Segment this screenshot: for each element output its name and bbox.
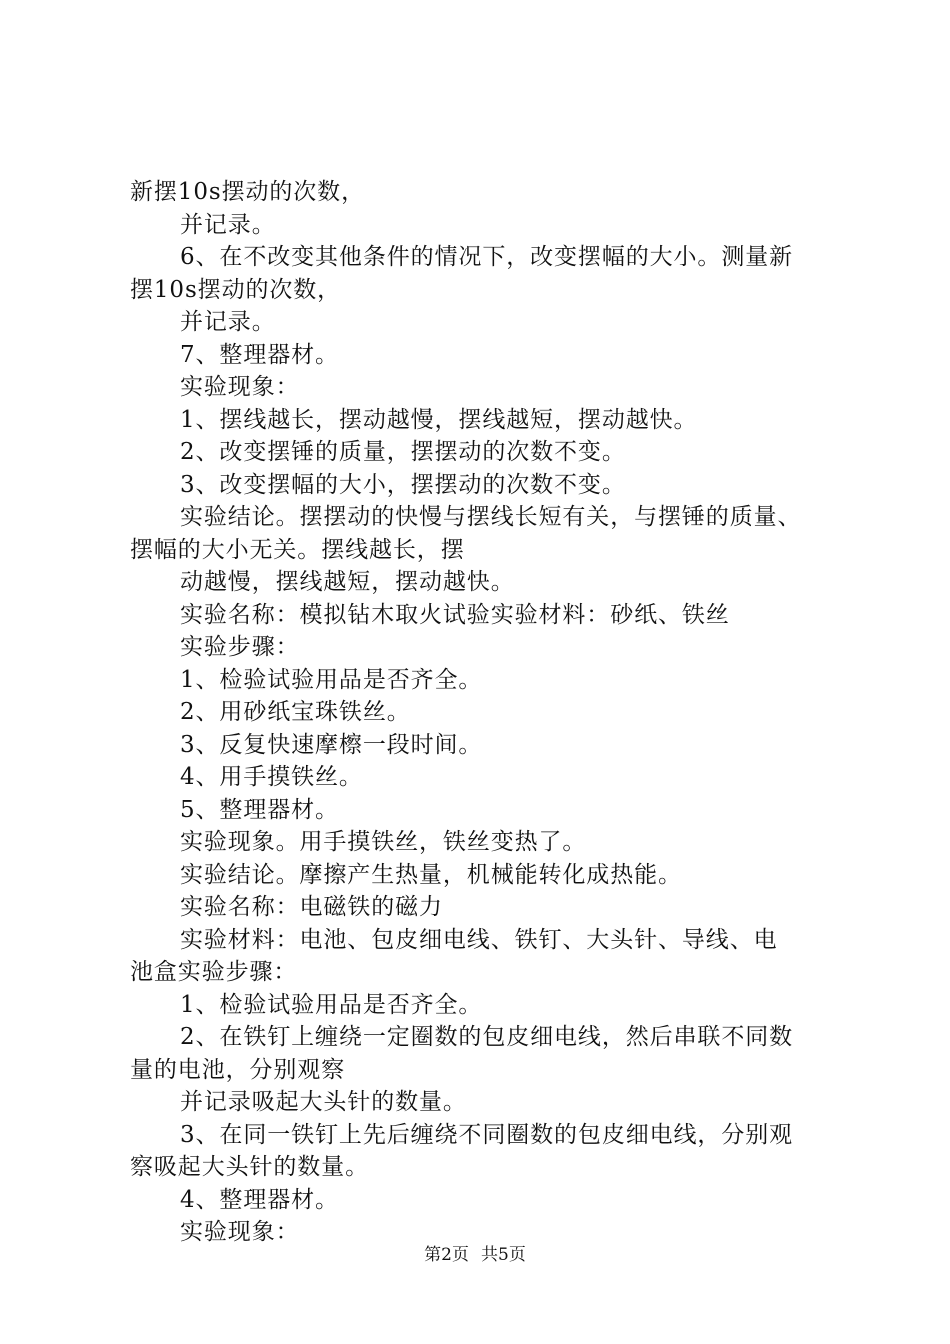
page-footer <box>0 1244 950 1266</box>
text-line: 2、用砂纸宝珠铁丝。 <box>180 699 411 725</box>
text-line: 实验结论。摆摆动的快慢与摆线长短有关，与摆锤的质量、 <box>180 504 802 530</box>
text-line: 并记录。 <box>180 309 276 335</box>
document-body <box>130 176 850 1249</box>
text-line: 动越慢，摆线越短，摆动越快。 <box>180 569 515 595</box>
text-line: 2、改变摆锤的质量，摆摆动的次数不变。 <box>180 439 626 465</box>
text-line: 量的电池，分别观察 <box>130 1056 346 1083</box>
text-line: 3、改变摆幅的大小，摆摆动的次数不变。 <box>180 471 626 498</box>
text-line: 实验结论。摩擦产生热量，机械能转化成热能。 <box>180 861 682 888</box>
page-total: 共5页 <box>481 1245 526 1265</box>
text-line: 6、在不改变其他条件的情况下，改变摆幅的大小。测量新 <box>180 244 794 270</box>
text-line: 7、整理器材。 <box>180 341 339 368</box>
text-line: 1、检验试验用品是否齐全。 <box>180 991 483 1018</box>
text-line: 实验材料：电池、包皮细电线、铁钉、大头针、导线、电 <box>180 926 778 953</box>
text-line: 3、反复快速摩檫一段时间。 <box>180 731 483 758</box>
text-line: 1、检验试验用品是否齐全。 <box>180 666 483 693</box>
text-line: 并记录。 <box>180 211 276 238</box>
text-line: 实验现象： <box>180 1219 300 1245</box>
text-line: 实验现象： <box>180 374 300 400</box>
text-line: 1、摆线越长，摆动越慢，摆线越短，摆动越快。 <box>180 406 698 433</box>
text-line: 实验名称：模拟钻木取火试验实验材料：砂纸、铁丝 <box>180 601 730 628</box>
text-line: 新摆10s摆动的次数， <box>130 179 365 205</box>
text-line: 5、整理器材。 <box>180 796 339 823</box>
text-line: 3、在同一铁钉上先后缠绕不同圈数的包皮细电线，分别观 <box>180 1121 794 1148</box>
text-line: 4、用手摸铁丝。 <box>180 764 363 790</box>
page-number: 第2页 <box>424 1245 469 1265</box>
text-line: 并记录吸起大头针的数量。 <box>180 1089 467 1115</box>
text-line: 察吸起大头针的数量。 <box>130 1154 369 1180</box>
text-line: 实验现象。用手摸铁丝，铁丝变热了。 <box>180 829 587 855</box>
text-line: 4、整理器材。 <box>180 1186 339 1213</box>
text-line: 实验步骤： <box>180 634 300 660</box>
text-line: 摆幅的大小无关。摆线越长，摆 <box>130 536 465 563</box>
text-line: 2、在铁钉上缠绕一定圈数的包皮细电线，然后串联不同数 <box>180 1024 794 1050</box>
text-line: 池盒实验步骤： <box>130 959 298 985</box>
text-line: 摆10s摆动的次数， <box>130 276 342 303</box>
text-line: 实验名称：电磁铁的磁力 <box>180 894 443 920</box>
